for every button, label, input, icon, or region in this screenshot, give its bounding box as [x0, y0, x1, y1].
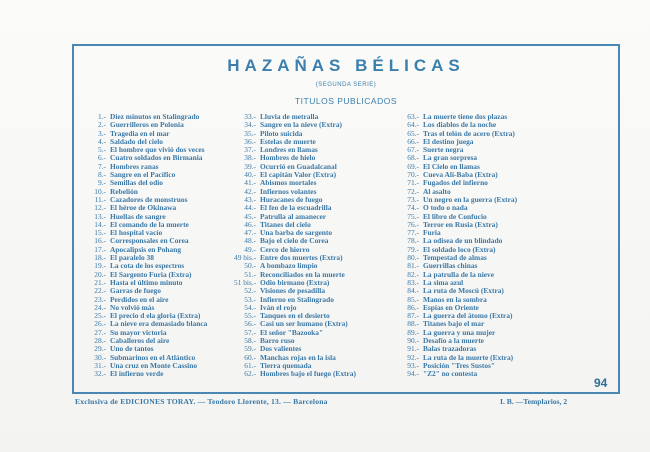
item-number: 54.-	[244, 302, 256, 312]
printer-footer: I. B. —Templarios, 2	[500, 397, 568, 406]
item-number: 76.-	[407, 219, 419, 229]
item-number: 16.-	[94, 236, 106, 246]
item-number: 4.-	[97, 136, 106, 146]
item-title: Terror en Rusia (Extra)	[423, 219, 498, 229]
item-title: Fugados del infierno	[423, 178, 488, 188]
item-title: Iván el rojo	[260, 302, 297, 312]
item-number: 18.-	[94, 253, 106, 263]
item-title: Estelas de muerte	[260, 136, 316, 146]
item-title: Manchas rojas en la isla	[260, 352, 336, 362]
item-number: 49 bis.-	[234, 253, 257, 263]
item-title: Abismos mortales	[260, 178, 317, 188]
item-number: 49.-	[244, 244, 256, 254]
item-title: La sima azul	[423, 277, 464, 287]
item-number: 10.-	[94, 186, 106, 196]
item-title: Suerte negra	[423, 145, 464, 155]
item-number: 15.-	[94, 228, 106, 238]
item-number: 12.-	[94, 203, 106, 213]
item-number: 41.-	[244, 178, 256, 188]
item-title: La gran sorpresa	[423, 153, 478, 163]
item-title: La ruta de la muerte (Extra)	[423, 352, 514, 362]
item-number: 40.-	[244, 170, 256, 180]
list-item	[84, 221, 244, 229]
list-item	[84, 337, 244, 345]
item-number: 65.-	[407, 128, 419, 138]
item-title: Balas trazadoras	[423, 344, 477, 354]
item-title: Odio birmano (Extra)	[260, 277, 330, 287]
item-title: Infierno en Stalingrado	[260, 294, 334, 304]
item-number: 59.-	[244, 344, 256, 354]
item-number: 89.-	[407, 327, 419, 337]
item-title: Perdidos en el aire	[110, 294, 169, 304]
item-number: 82.-	[407, 269, 419, 279]
titles-column-1	[84, 113, 244, 379]
item-number: 86.-	[407, 302, 419, 312]
item-number: 67.-	[407, 145, 419, 155]
item-number: 20.-	[94, 269, 106, 279]
publisher-footer: Exclusiva de EDICIONES TORAY. — Teodoro Llorente, 13. — Barcelona	[75, 397, 328, 406]
item-number: 11.-	[94, 194, 106, 204]
item-number: 87.-	[407, 311, 419, 321]
item-title: Los diablos de la noche	[423, 120, 497, 130]
item-number: 43.-	[244, 194, 256, 204]
item-number: 94.-	[407, 369, 419, 379]
item-title: Tempestad de almas	[423, 253, 487, 263]
item-number: 78.-	[407, 236, 419, 246]
item-number: 92.-	[407, 352, 419, 362]
item-title: El señor "Bazooka"	[260, 327, 324, 337]
item-number: 81.-	[407, 261, 419, 271]
item-title: Una barba de sargento	[260, 228, 333, 238]
item-title: Un negro en la guerra (Extra)	[423, 194, 518, 204]
item-title: La muerte tiene dos plazas	[423, 112, 508, 121]
item-number: 22.-	[94, 286, 106, 296]
list-item	[84, 279, 244, 287]
item-number: 25.-	[94, 311, 106, 321]
item-number: 29.-	[94, 344, 106, 354]
item-number: 26.-	[94, 319, 106, 329]
item-number: 35.-	[244, 128, 256, 138]
item-number: 51 bis.-	[234, 277, 257, 287]
item-title: Lluvia de metralla	[260, 112, 319, 121]
item-title: Entre dos muertes (Extra)	[260, 253, 343, 263]
item-number: 30.-	[94, 352, 106, 362]
list-heading: TITULOS PUBLICADOS	[294, 96, 398, 106]
item-number: 58.-	[244, 336, 256, 346]
item-number: 6.-	[97, 153, 106, 163]
item-number: 14.-	[94, 219, 106, 229]
item-title: Tierra quemada	[260, 360, 312, 370]
item-title: Submarinos en el Atlántico	[110, 352, 196, 362]
item-number: 3.-	[97, 128, 106, 138]
item-number: 88.-	[407, 319, 419, 329]
item-number: 32.-	[94, 369, 106, 379]
item-title: Dos valientes	[260, 344, 302, 354]
list-item	[84, 362, 244, 370]
item-title: Ocurrió en Guadalcanal	[260, 161, 337, 171]
item-title: Manos en la sombra	[423, 294, 487, 304]
item-number: 73.-	[407, 194, 419, 204]
item-title: La odisea de un blindado	[423, 236, 503, 246]
item-number: 61.-	[244, 360, 256, 370]
item-title: Visiones de pesadilla	[260, 286, 326, 296]
item-title: Posición "Tres Sustos"	[423, 360, 495, 370]
item-number: 19.-	[94, 261, 106, 271]
series-subtitle: (SEGUNDA SERIE)	[315, 82, 377, 88]
item-title: Casi un ser humano (Extra)	[260, 319, 348, 329]
item-number: 64.-	[407, 120, 419, 130]
item-number: 68.-	[407, 153, 419, 163]
item-number: 2.-	[97, 120, 106, 130]
item-number: 34.-	[244, 120, 256, 130]
item-title: No volvió más	[110, 302, 155, 312]
item-number: 84.-	[407, 286, 419, 296]
item-number: 79.-	[407, 244, 419, 254]
item-number: 60.-	[244, 352, 256, 362]
item-title: Piloto suicida	[260, 128, 303, 138]
item-title: El comando de la muerte	[110, 219, 189, 229]
item-title: El precio d ela gloria (Extra)	[110, 311, 201, 321]
item-number: 39.-	[244, 161, 256, 171]
item-title: Barro ruso	[260, 336, 295, 346]
list-item	[84, 246, 244, 254]
item-number: 52.-	[244, 286, 256, 296]
item-title: Huellas de sangre	[110, 211, 166, 221]
item-title: Garras de fuego	[110, 286, 161, 296]
item-title: Guerrilleros en Polonia	[110, 120, 184, 130]
item-number: 17.-	[94, 244, 106, 254]
item-title: La cota de los espectros	[110, 261, 185, 271]
item-title: Titanes del cielo	[260, 219, 311, 229]
titles-column-3	[397, 113, 607, 379]
item-number: 1.-	[97, 112, 106, 121]
item-title: Cazadores de monstruos	[110, 194, 188, 204]
list-item	[234, 370, 414, 378]
item-title: Diez minutos en Stalingrado	[110, 112, 200, 121]
item-number: 55.-	[244, 311, 256, 321]
item-number: 42.-	[244, 186, 256, 196]
item-title: El hombre que vivió dos veces	[110, 145, 205, 155]
item-number: 74.-	[407, 203, 419, 213]
item-number: 70.-	[407, 170, 419, 180]
item-number: 33.-	[244, 112, 256, 121]
item-number: 28.-	[94, 336, 106, 346]
item-number: 77.-	[407, 228, 419, 238]
item-number: 66.-	[407, 136, 419, 146]
item-title: Furia	[423, 228, 441, 238]
item-number: 85.-	[407, 294, 419, 304]
item-number: 71.-	[407, 178, 419, 188]
item-title: Cerco de hierro	[260, 244, 310, 254]
list-item	[84, 130, 244, 138]
item-title: Semillas del odio	[110, 178, 163, 188]
item-number: 5.-	[97, 145, 106, 155]
item-title: Una cruz en Monte Cassino	[110, 360, 198, 370]
item-title: El Sargento Furia (Extra)	[110, 269, 192, 279]
item-number: 9.-	[97, 178, 106, 188]
item-title: Cuatro soldados en Birmania	[110, 153, 203, 163]
page-number: 94	[594, 376, 608, 390]
list-item	[84, 179, 244, 187]
item-number: 13.-	[94, 211, 106, 221]
item-title: Sangre en la nieve (Extra)	[260, 120, 342, 130]
item-title: El infierno verde	[110, 369, 164, 379]
item-number: 24.-	[94, 302, 106, 312]
item-title: Al asalto	[423, 186, 451, 196]
item-number: 63.-	[407, 112, 419, 121]
item-number: 50.-	[244, 261, 256, 271]
item-number: 36.-	[244, 136, 256, 146]
item-number: 27.-	[94, 327, 106, 337]
item-title: Hombres bajo el fuego (Extra)	[260, 369, 356, 379]
item-number: 23.-	[94, 294, 106, 304]
item-title: Caballeros del aire	[110, 336, 170, 346]
item-title: Tragedia en el mar	[110, 128, 170, 138]
item-title: Bajo el cielo de Corea	[260, 236, 329, 246]
item-title: El soldado loco (Extra)	[423, 244, 496, 254]
item-title: La ruta de Moscú (Extra)	[423, 286, 504, 296]
item-title: El libro de Confucio	[423, 211, 487, 221]
item-title: El paralelo 38	[110, 253, 154, 263]
item-number: 44.-	[244, 203, 256, 213]
item-number: 57.-	[244, 327, 256, 337]
item-number: 53.-	[244, 294, 256, 304]
item-number: 93.-	[407, 360, 419, 370]
item-title: "Z2" no contesta	[423, 369, 478, 379]
item-number: 91.-	[407, 344, 419, 354]
list-item	[84, 296, 244, 304]
item-title: Reconciliados en la muerte	[260, 269, 345, 279]
item-number: 72.-	[407, 186, 419, 196]
series-title: HAZAÑAS BÉLICAS	[227, 56, 465, 75]
item-title: Titanes bajo el mar	[423, 319, 485, 329]
titles-column-2	[234, 113, 414, 379]
item-title: El héroe de Okinawa	[110, 203, 177, 213]
item-title: La nieve era demasiado blanca	[110, 319, 208, 329]
item-number: 38.-	[244, 153, 256, 163]
list-item	[84, 370, 244, 378]
item-title: La patrulla de la nieve	[423, 269, 495, 279]
item-number: 7.-	[97, 161, 106, 171]
item-title: La guerra y una mujer	[423, 327, 496, 337]
item-title: Tanques en el desierto	[260, 311, 330, 321]
item-title: A bombazo limpio	[260, 261, 318, 271]
item-title: El destino juega	[423, 136, 474, 146]
item-title: El capitán Valor (Extra)	[260, 170, 337, 180]
item-title: El Cielo en llamas	[423, 161, 480, 171]
item-number: 90.-	[407, 336, 419, 346]
list-item	[84, 154, 244, 162]
item-number: 48.-	[244, 236, 256, 246]
item-title: El feo de la escuadrilla	[260, 203, 332, 213]
item-number: 62.-	[244, 369, 256, 379]
item-title: El hospital vacío	[110, 228, 163, 238]
item-number: 83.-	[407, 277, 419, 287]
item-number: 37.-	[244, 145, 256, 155]
item-title: Saldado del cielo	[110, 136, 163, 146]
item-number: 31.-	[94, 360, 106, 370]
item-title: Desafío a la muerte	[423, 336, 484, 346]
item-number: 51.-	[244, 269, 256, 279]
item-title: Cueva Alí-Baba (Extra)	[423, 170, 498, 180]
item-title: Hasta el último minuto	[110, 277, 183, 287]
item-title: Corresponsales en Corea	[110, 236, 189, 246]
item-title: Espías en Oriente	[423, 302, 479, 312]
item-title: Huracanes de fuego	[260, 194, 323, 204]
list-item	[397, 370, 607, 378]
item-number: 56.-	[244, 319, 256, 329]
item-number: 8.-	[97, 170, 106, 180]
item-title: Rebelión	[110, 186, 138, 196]
item-number: 45.-	[244, 211, 256, 221]
item-title: Tras el telón de acero (Extra)	[423, 128, 515, 138]
item-number: 47.-	[244, 228, 256, 238]
item-title: Su mayor victoria	[110, 327, 167, 337]
item-title: Patrulla al amanecer	[260, 211, 327, 221]
item-number: 21.-	[94, 277, 106, 287]
item-title: Apocalipsis en Pohang	[110, 244, 182, 254]
item-title: Londres en llamas	[260, 145, 318, 155]
list-item	[84, 171, 244, 179]
item-title: Sangre en el Pacífico	[110, 170, 176, 180]
item-title: Uno de tantos	[110, 344, 154, 354]
item-title: Guerrillas chinas	[423, 261, 478, 271]
item-title: Infiernos volantes	[260, 186, 317, 196]
item-title: Hombres de hielo	[260, 153, 316, 163]
item-number: 46.-	[244, 219, 256, 229]
item-number: 75.-	[407, 211, 419, 221]
item-title: Hombres ranas	[110, 161, 159, 171]
item-title: O todo o nada	[423, 203, 468, 213]
item-number: 69.-	[407, 161, 419, 171]
item-number: 80.-	[407, 253, 419, 263]
item-title: La guerra del átomo (Extra)	[423, 311, 513, 321]
